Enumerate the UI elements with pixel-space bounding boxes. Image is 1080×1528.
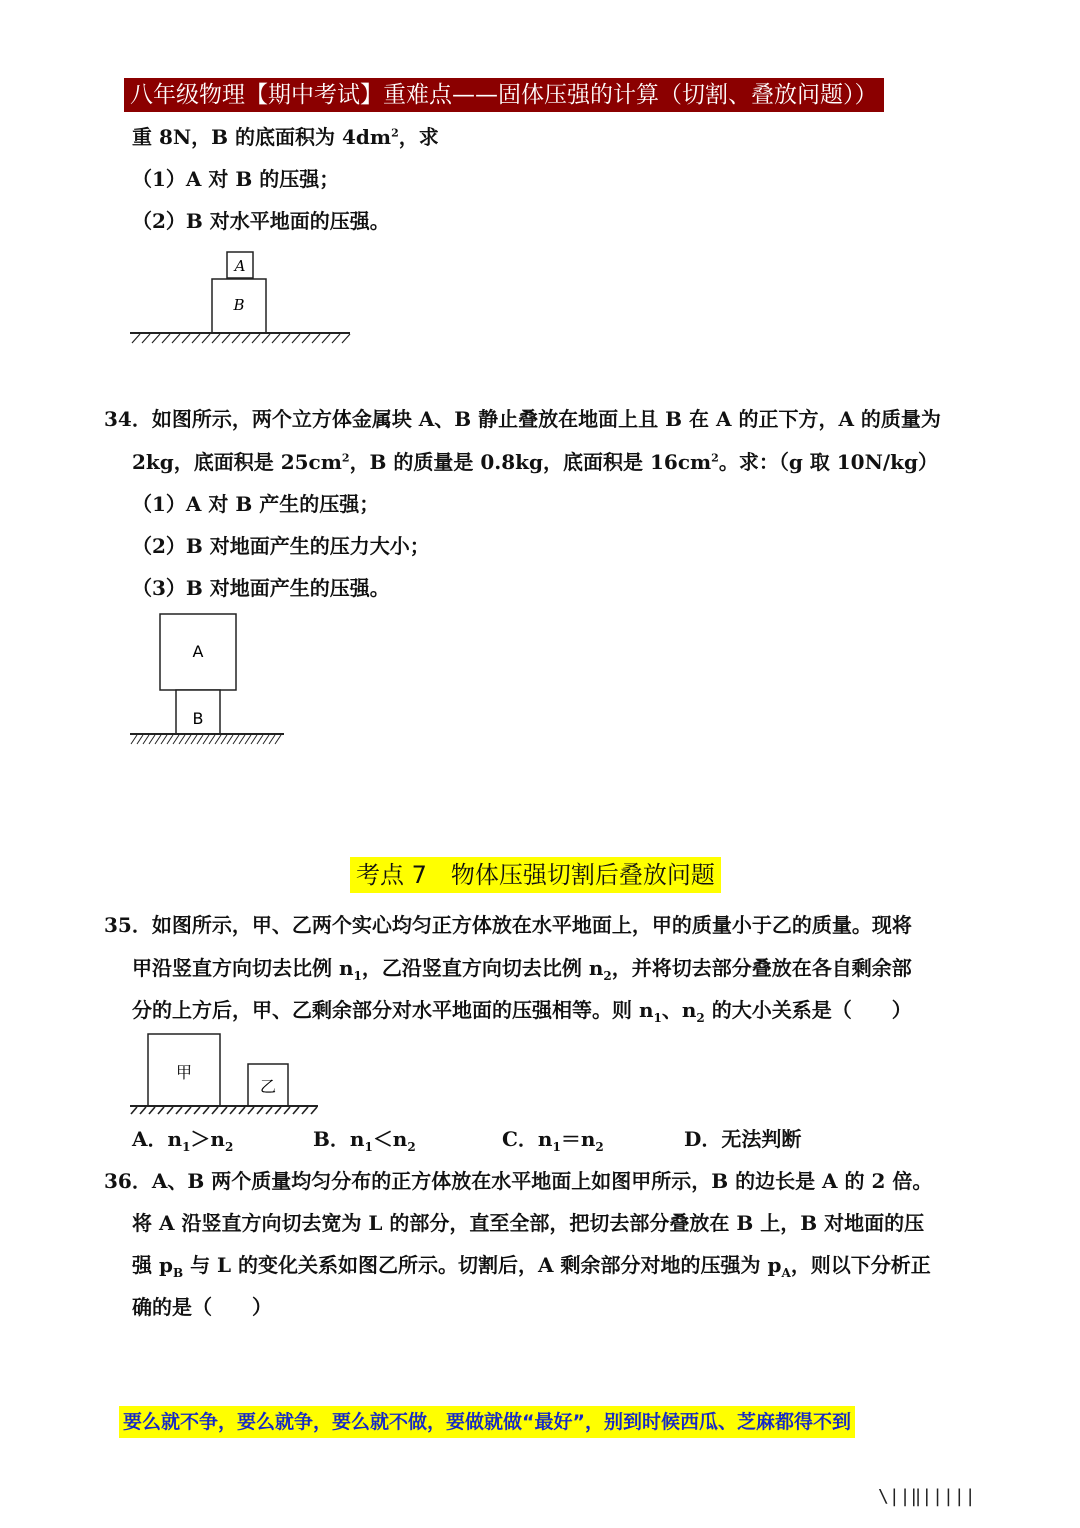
q35-line2-b: ，乙沿竖直方向切去比例 n xyxy=(361,956,604,980)
q35-line3-c: 的大小关系是（ ） xyxy=(704,998,912,1022)
q34-line1: 34．如图所示，两个立方体金属块 A、B 静止叠放在地面上且 B 在 A 的正下方，A 的质量为 xyxy=(104,407,941,431)
q35-label-jia: 甲 xyxy=(175,1063,193,1082)
q33-sub1: （1）A 对 B 的压强； xyxy=(132,167,340,191)
q36-line3-sub1: B xyxy=(172,1266,184,1280)
q35-line2-a: 甲沿竖直方向切去比例 n xyxy=(132,956,354,980)
q35-option-a-mid: ＞n xyxy=(190,1127,225,1151)
corner-watermark: \||‖||||| xyxy=(878,1486,976,1507)
section7-title: 考点 7 物体压强切割后叠放问题 xyxy=(350,857,721,893)
q34-figure xyxy=(126,610,288,750)
q35-line2-sub1: 1 xyxy=(353,969,362,983)
q35-figure xyxy=(126,1030,322,1120)
q35-option-c-mid: ＝n xyxy=(560,1127,596,1151)
q35-line3-sub1: 1 xyxy=(653,1011,662,1025)
q36-line3-sub2: A xyxy=(781,1266,791,1280)
q35-option-c-s2: 2 xyxy=(595,1140,604,1154)
q34-line2 xyxy=(132,449,938,475)
q33-intro-text: 重 8N，B 的底面积为 4dm xyxy=(132,125,392,149)
q35-line2 xyxy=(132,955,912,981)
q35-line3-b: 、n xyxy=(661,998,697,1022)
q35-option-c-pre: C．n xyxy=(502,1127,553,1151)
q35-option-b xyxy=(313,1126,416,1152)
q36-line3-a: 强 p xyxy=(132,1253,173,1277)
q34-line2-a: 2kg，底面积是 25cm xyxy=(132,450,342,474)
q36-line3-c: ，则以下分析正 xyxy=(790,1253,931,1277)
q33-label-b: B xyxy=(233,296,245,314)
q35-line1: 35．如图所示，甲、乙两个实心均匀正方体放在水平地面上，甲的质量小于乙的质量。现将 xyxy=(104,913,912,937)
q35-option-a-s2: 2 xyxy=(224,1140,234,1154)
q33-intro xyxy=(132,124,439,150)
q33-intro-tail: ，求 xyxy=(398,125,439,149)
q35-option-c xyxy=(502,1126,604,1152)
q35-line3-a: 分的上方后，甲、乙剩余部分对水平地面的压强相等。则 n xyxy=(132,998,654,1022)
q35-option-a-pre: A．n xyxy=(132,1127,183,1151)
q34-label-b: B xyxy=(192,709,204,728)
q35-line3 xyxy=(132,997,912,1023)
q34-sub2: （2）B 对地面产生的压力大小； xyxy=(132,534,430,558)
q35-option-d: D．无法判断 xyxy=(684,1127,802,1151)
q35-option-a-s1: 1 xyxy=(182,1140,191,1154)
q35-label-yi: 乙 xyxy=(259,1077,277,1096)
q34-sup2: 2 xyxy=(711,451,719,465)
q36-line3 xyxy=(132,1252,931,1278)
q36-line3-b: 与 L 的变化关系如图乙所示。切割后，A 剩余部分对地的压强为 p xyxy=(183,1253,782,1277)
q35-line2-c: ，并将切去部分叠放在各自剩余部 xyxy=(611,956,912,980)
q35-option-c-s1: 1 xyxy=(552,1140,561,1154)
q34-line2-c: 。求：（g 取 10N/kg） xyxy=(718,450,938,474)
q36-line4: 确的是（ ） xyxy=(132,1295,272,1319)
q34-ground-hatch xyxy=(131,735,281,744)
q35-option-b-s2: 2 xyxy=(407,1140,416,1154)
q35-option-b-mid: ＜n xyxy=(372,1127,408,1151)
q33-ground-hatch xyxy=(132,334,350,343)
q35-ground-hatch xyxy=(131,1107,317,1114)
q35-option-b-pre: B．n xyxy=(313,1127,365,1151)
q33-label-a: A xyxy=(234,257,246,275)
q34-sub3: （3）B 对地面产生的压强。 xyxy=(132,576,390,600)
header-banner: 八年级物理【期中考试】重难点——固体压强的计算（切割、叠放问题）） xyxy=(124,78,884,112)
q36-line2: 将 A 沿竖直方向切去宽为 L 的部分，直至全部，把切去部分叠放在 B 上，B 对地面的压 xyxy=(132,1211,925,1235)
q35-option-b-s1: 1 xyxy=(364,1140,373,1154)
q35-line2-sub2: 2 xyxy=(603,969,612,983)
q34-sup1: 2 xyxy=(341,451,350,465)
q35-option-a xyxy=(132,1126,233,1152)
q34-line2-b: ，B 的质量是 0.8kg，底面积是 16cm xyxy=(349,450,712,474)
q35-line3-sub2: 2 xyxy=(696,1011,705,1025)
q33-sub2: （2）B 对水平地面的压强。 xyxy=(132,209,390,233)
q34-label-a: A xyxy=(192,642,204,661)
q33-intro-sup: 2 xyxy=(391,126,399,140)
q34-sub1: （1）A 对 B 产生的压强； xyxy=(132,492,380,516)
q33-figure xyxy=(126,248,356,348)
footer-slogan: 要么就不争，要么就争，要么就不做，要做就做“最好”，别到时候西瓜、芝麻都得不到 xyxy=(119,1406,855,1438)
q36-line1: 36．A、B 两个质量均匀分布的正方体放在水平地面上如图甲所示，B 的边长是 A 的 2 倍。 xyxy=(104,1169,933,1193)
